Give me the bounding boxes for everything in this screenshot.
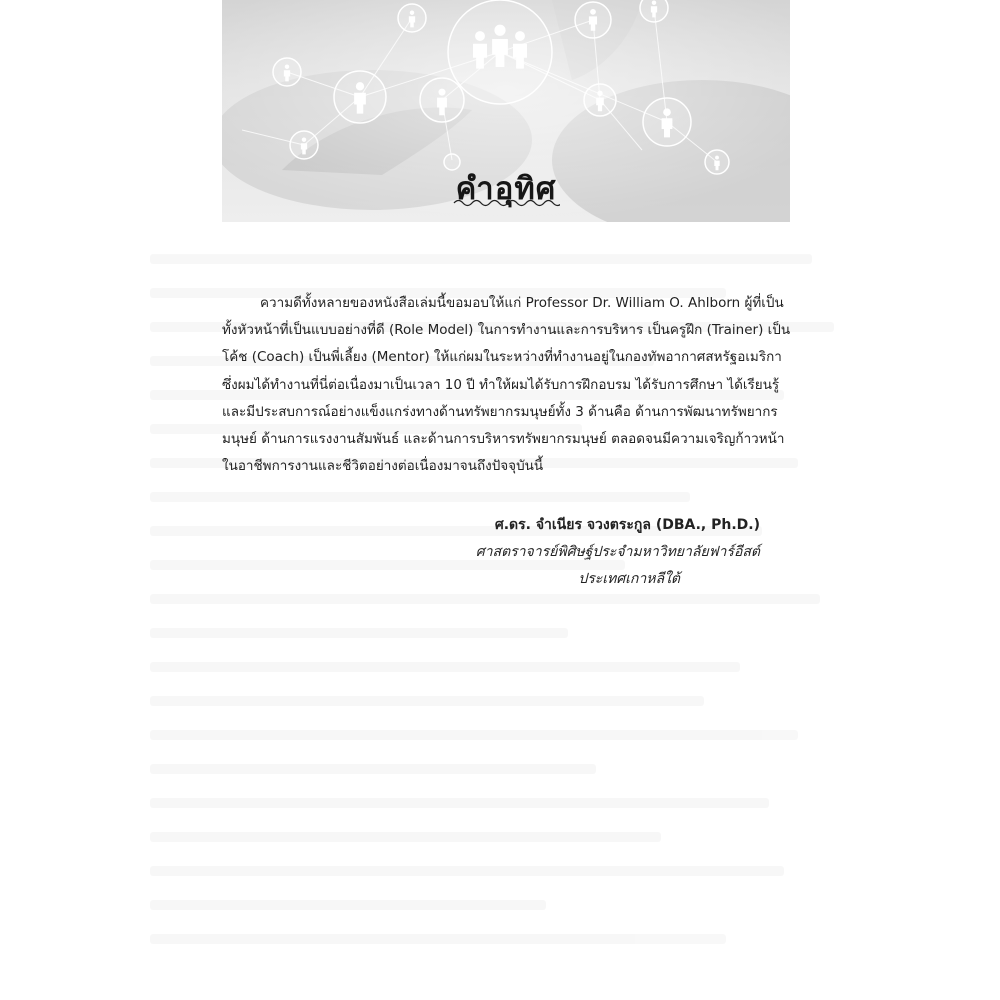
group-icon: [473, 25, 527, 69]
dedication-paragraph: [222, 290, 792, 480]
paragraph-line: ทั้งหัวหน้าที่เป็นแบบอย่างที่ดี (Role Model) ในการทำงานและการบริหาร เป็นครูฝึก (Trainer) เป็น: [222, 322, 791, 339]
paragraph-line: โค้ช (Coach) เป็นพี่เลี้ยง (Mentor) ให้แก่ผมในระหว่างที่ทำงานอยู่ในกองทัพอากาศสหรัฐอเมริกา: [222, 349, 782, 366]
signature-name: ศ.ดร. จำเนียร จวงตระกูล (DBA., Ph.D.): [494, 517, 760, 533]
paragraph-line: มนุษย์ ด้านการแรงงานสัมพันธ์ และด้านการบริหารทรัพยากรมนุษย์ ตลอดจนมีความเจริญก้าวหน้า: [222, 431, 785, 448]
signature-country: ประเทศเกาหลีใต้: [578, 571, 680, 587]
wave-ornament-icon: [452, 198, 560, 208]
paragraph-line: ความดีทั้งหลายของหนังสือเล่มนี้ขอมอบให้แก่ Professor Dr. William O. Ahlborn ผู้ที่เป็น: [260, 295, 784, 311]
paragraph-line: ซึ่งผมได้ทำงานที่นี่ต่อเนื่องมาเป็นเวลา 10 ปี ทำให้ผมได้รับการฝึกอบรม ได้รับการศึกษา ได้เรียนรู้: [222, 376, 780, 393]
header-banner: [222, 0, 790, 222]
signature-title: ศาสตราจารย์พิศิษฐ์ประจำมหาวิทยาลัยฟาร์อีสต์: [475, 544, 760, 560]
page-title: คำอุทิศ: [455, 171, 557, 207]
paragraph-line: ในอาชีพการงานและชีวิตอย่างต่อเนื่องมาจนถึงปัจจุบันนี้: [222, 458, 544, 475]
paragraph-line: และมีประสบการณ์อย่างแข็งแกร่งทางด้านทรัพยากรมนุษย์ทั้ง 3 ด้านคือ ด้านการพัฒนาทรัพยากร: [222, 403, 778, 420]
